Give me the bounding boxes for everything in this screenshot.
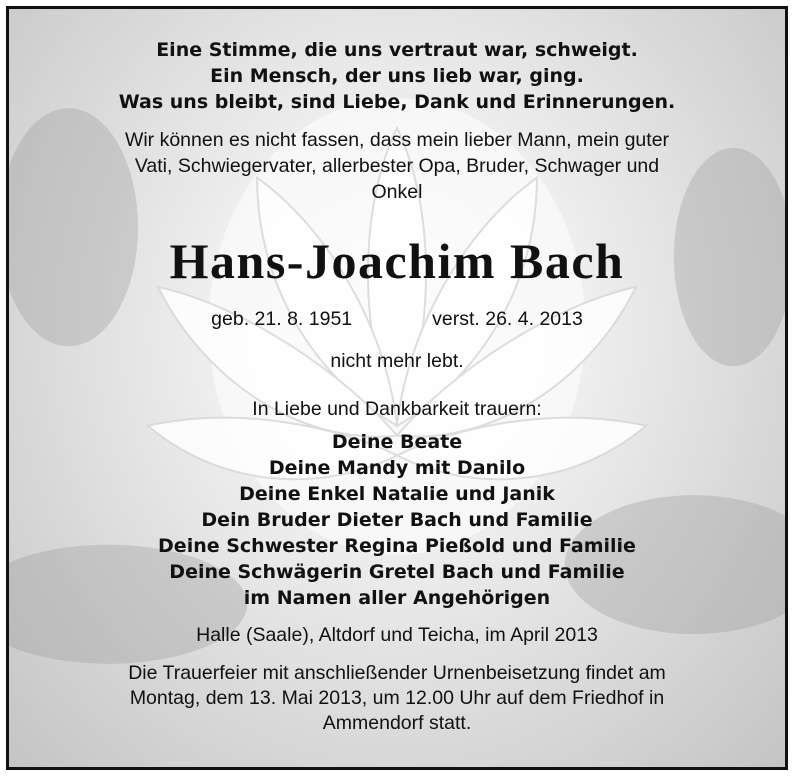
birth-date: geb. 21. 8. 1951 [211, 308, 353, 330]
funeral-line: Die Trauerfeier mit anschließender Urnenbeisetzung findet am [128, 662, 666, 684]
mourner-entry: Deine Schwester Regina Pießold und Familie [158, 535, 636, 557]
place-and-date: Halle (Saale), Altdorf und Teicha, im April 2013 [196, 624, 598, 646]
mourner-entry: im Namen aller Angehörigen [243, 587, 551, 609]
mourner-entry: Deine Beate [331, 431, 463, 453]
deceased-name: Hans-Joachim Bach [169, 233, 625, 289]
mourner-entry: Deine Enkel Natalie und Janik [239, 483, 555, 505]
funeral-line: Montag, dem 13. Mai 2013, um 12.00 Uhr auf dem Friedhof in [129, 687, 665, 709]
intro-line: Onkel [371, 181, 423, 203]
mourner-entry: Deine Schwägerin Gretel Bach und Familie [169, 561, 625, 583]
motto-line: Eine Stimme, die uns vertraut war, schweigt. [156, 39, 638, 61]
life-dates [9, 307, 785, 331]
motto-verse [9, 37, 785, 115]
obituary-content [9, 9, 785, 767]
intro-line: Vati, Schwiegervater, allerbester Opa, Bruder, Schwager und [134, 155, 660, 177]
mourning-intro: In Liebe und Dankbarkeit trauern: [252, 398, 542, 420]
motto-line: Ein Mensch, der uns lieb war, ging. [210, 65, 584, 87]
mourners-list [9, 429, 785, 611]
obituary-frame [6, 6, 788, 770]
intro-line: Wir können es nicht fassen, dass mein lieber Mann, mein guter [124, 129, 670, 151]
mourner-entry: Deine Mandy mit Danilo [268, 457, 526, 479]
death-date: verst. 26. 4. 2013 [432, 308, 583, 330]
mourner-entry: Dein Bruder Dieter Bach und Familie [201, 509, 593, 531]
intro-text [39, 127, 755, 205]
funeral-line: Ammendorf statt. [322, 712, 472, 734]
motto-line: Was uns bleibt, sind Liebe, Dank und Erinnerungen. [118, 91, 676, 113]
no-longer-lives-text: nicht mehr lebt. [330, 350, 464, 372]
funeral-notice [49, 661, 745, 736]
